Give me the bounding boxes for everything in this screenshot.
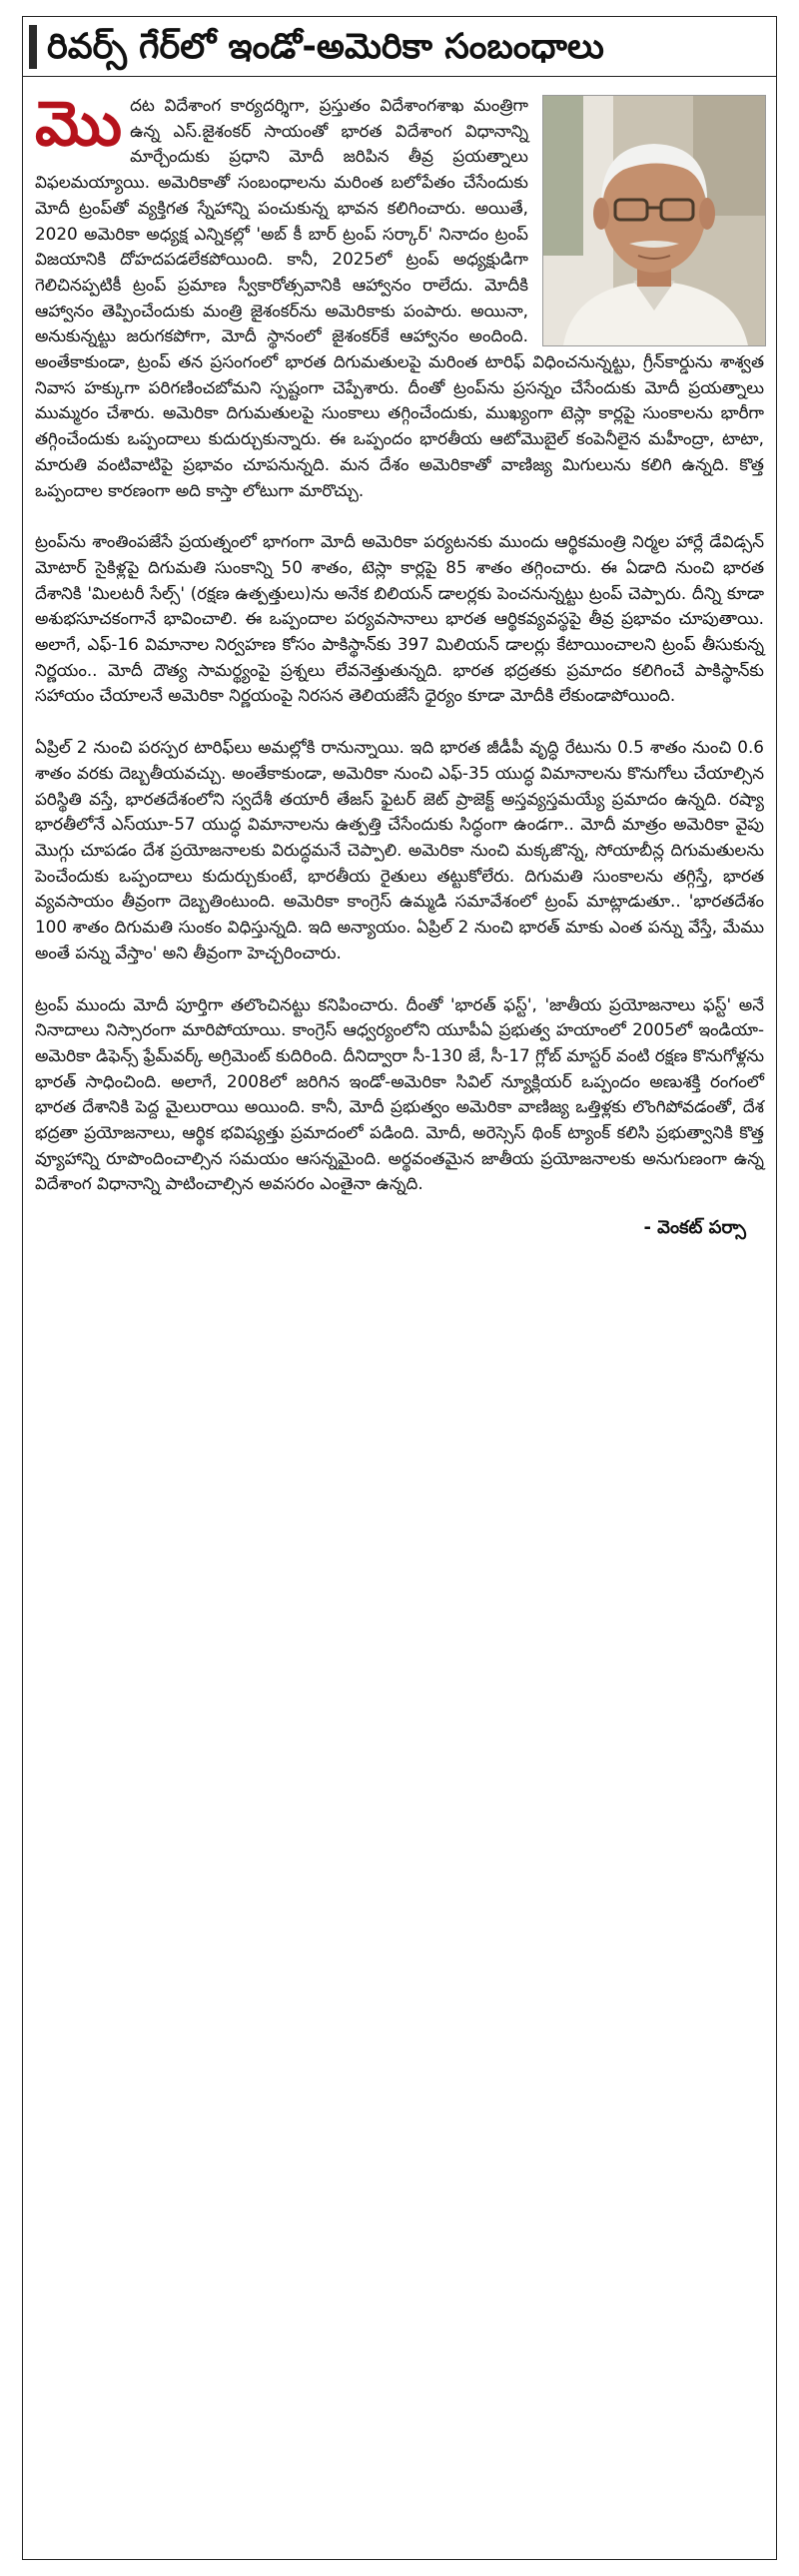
headline-bar xyxy=(23,17,776,77)
article-card xyxy=(22,16,777,2560)
paragraph-2: ట్రంప్‌ను శాంతింపజేసే ప్రయత్నంలో భాగంగా మోదీ అమెరికా పర్యటనకు ముందు ఆర్థికమంత్రి నిర్మల హార్లే డేవిడ్సన్ మోటార్ సైకిళ్లపై దిగుమతి సుంకాన్ని 50 శాతం, టెస్లా కార్లపై 85 శాతం తగ్గించారు. ఈ ఏడాది నుంచి భారత దేశానికి 'మిలటరీ సేల్స్' (రక్షణ ఉత్పత్తులు)ను అనేక బిలియన్ డాలర్లకు పెంచనున్నట్టు ట్రంప్ చెప్పారు. దీన్ని కూడా అశుభసూచకంగానే భావించాలి. ఈ ఒప్పందాల పర్యవసానాలు భారత ఆర్థికవ్యవస్థపై తీవ్ర ప్రభావం చూపుతాయి. అలాగే, ఎఫ్-16 విమానాల నిర్వహణ కోసం పాకిస్థాన్‌కు 397 మిలియన్ డాలర్లు కేటాయించాలని ట్రంప్ తీసుకున్న నిర్ణయం.. మోదీ దౌత్య సామర్థ్యంపై ప్రశ్నలు లేవనెత్తుతున్నది. భారత భద్రతకు ప్రమాదం కలిగించే పాకిస్థాన్‌కు సహాయం చేయాలనే అమెరికా నిర్ణయంపై నిరసన తెలియజేసే ధైర్యం కూడా మోదీకి లేకుండాపోయింది. xyxy=(35,531,764,706)
article-body xyxy=(35,87,764,1241)
byline: - వెంకట్ పర్సా xyxy=(643,1217,746,1239)
headline-marker xyxy=(29,25,37,69)
paragraph-1-text: దట విదేశాంగ కార్యదర్శిగా, ప్రస్తుతం విదేశాంగశాఖ మంత్రిగా ఉన్న ఎస్.జైశంకర్ సాయంతో భారత విదేశాంగ విధానాన్ని మార్చేందుకు ప్రధాని మోదీ జరిపిన తీవ్ర ప్రయత్నాలు విఫలమయ్యాయి. అమెరికాతో సంబంధాలను మరింత బలోపేతం చేసేందుకు మోదీ ట్రంప్‌తో వ్యక్తిగత స్నేహాన్ని పంచుకున్న భావన కలిగించారు. అయితే, 2020 అమెరికా అధ్యక్ష ఎన్నికల్లో 'అబ్ కీ బార్ ట్రంప్ సర్కార్' నినాదం ట్రంప్ విజయానికి దోహదపడలేకపోయింది. కానీ, 2025లో ట్రంప్ అధ్యక్షుడిగా గెలిచినప్పటికీ ట్రంప్ ప్రమాణ స్వీకారోత్సవానికి ఆహ్వానం రాలేదు. మోదీకి ఆహ్వానం తెప్పించేందుకు మంత్రి జైశంకర్‌ను అమెరికాకు పంపారు. అయినా, అనుకున్నట్టు జరుగకపోగా, మోదీ స్థానంలో జైశంకర్‌కే ఆహ్వానం అందింది. అంతేకాకుండా, ట్రంప్ తన ప్రసంగంలో భారత దిగుమతులపై మరింత టారిఫ్ విధించనున్నట్టు, గ్రీన్‌కార్డును శాశ్వత నివాస హక్కుగా పరిగణించబోమని స్పష్టంగా చెప్పేశారు. దీంతో ట్రంప్‌ను ప్రసన్నం చేసేందుకు మోదీ ప్రయత్నాలు ముమ్మరం చేశారు. అమెరికా దిగుమతులపై సుంకాలు తగ్గించేందుకు, ముఖ్యంగా టెస్లా కార్లపై సుంకాలను భారీగా తగ్గించేందుకు ఒప్పందాలు కుదుర్చుకున్నారు. ఈ ఒప్పందం భారతీయ ఆటోమొబైల్ కంపెనీలైన మహీంద్రా, టాటా, మారుతి వంటివాటిపై ప్రభావం చూపనున్నది. మన దేశం అమెరికాతో వాణిజ్య మిగులును కలిగి ఉన్నది. కొత్త ఒప్పందాల కారణంగా అది కాస్తా లోటుగా మారొచ్చు. xyxy=(35,95,764,500)
paragraph-3: ఏప్రిల్ 2 నుంచి పరస్పర టారిఫ్‌లు అమల్లోకి రానున్నాయి. ఇది భారత జీడీపీ వృద్ధి రేటును 0.5 శాతం నుంచి 0.6 శాతం వరకు దెబ్బతీయవచ్చు. అంతేకాకుండా, అమెరికా నుంచి ఎఫ్-35 యుద్ధ విమానాలను కొనుగోలు చేయాల్సిన పరిస్థితి వస్తే, భారతదేశంలోని స్వదేశీ తయారీ తేజస్ ఫైటర్ జెట్ ప్రాజెక్ట్ అస్తవ్యస్తమయ్యే ప్రమాదం ఉన్నది. రష్యా భారతీలోనే ఎస్‌యూ-57 యుద్ధ విమానాలను ఉత్పత్తి చేసేందుకు సిద్ధంగా ఉండగా.. మోదీ మాత్రం అమెరికా వైపు మొగ్గు చూపడం దేశ ప్రయోజనాలకు విరుద్ధమనే చెప్పాలి. అమెరికా నుంచి మక్కజొన్న, సోయాబీన్ల దిగుమతులను పెంచేందుకు ఒప్పందాలు కుదుర్చుకుంటే, భారతీయ రైతులు తట్టుకోలేరు. దిగుమతి సుంకాలను తగ్గిస్తే, భారత వ్యవసాయం తీవ్రంగా దెబ్బతింటుంది. అమెరికా కాంగ్రెస్ ఉమ్మడి సమావేశంలో ట్రంప్ మాట్లాడుతూ.. 'భారతదేశం 100 శాతం దిగుమతి సుంకం విధిస్తున్నది. ఇది అన్యాయం. ఏప్రిల్ 2 నుంచి భారత్ మాకు ఎంత పన్ను వేస్తే, మేము అంతే పన్ను వేస్తాం' అని తీవ్రంగా హెచ్చరించారు. xyxy=(35,737,764,963)
headline: రివర్స్ గేర్‌లో ఇండో-అమెరికా సంబంధాలు xyxy=(47,27,604,67)
paragraph-4: ట్రంప్ ముందు మోదీ పూర్తిగా తలొంచినట్టు కనిపించారు. దీంతో 'భారత్ ఫస్ట్', 'జాతీయ ప్రయోజనాలు ఫస్ట్' అనే నినాదాలు నిస్సారంగా మారిపోయాయి. కాంగ్రెస్ ఆధ్వర్యంలోని యూపీఏ ప్రభుత్వ హయాంలో 2005లో ఇండియా-అమెరికా డిఫెన్స్ ఫ్రేమ్‌వర్క్ అగ్రిమెంట్ కుదిరింది. దీనిద్వారా సీ-130 జే, సీ-17 గ్లోబ్ మాస్టర్ వంటి రక్షణ కొనుగోళ్లను భారత్ సాధించింది. అలాగే, 2008లో జరిగిన ఇండో-అమెరికా సివిల్ న్యూక్లియర్ ఒప్పందం అణుశక్తి రంగంలో భారత దేశానికి పెద్ద మైలురాయి అయింది. కానీ, మోదీ ప్రభుత్వం అమెరికా వాణిజ్య ఒత్తిళ్లకు లొంగిపోవడంతో, దేశ భద్రతా ప్రయోజనాలు, ఆర్థిక భవిష్యత్తు ప్రమాదంలో పడింది. మోదీ, అరెస్సెస్ థింక్ ట్యాంక్ కలిసి ప్రభుత్వానికి కొత్త వ్యూహాన్ని రూపొందించాల్సిన సమయం ఆసన్నమైంది. అర్థవంతమైన జాతీయ ప్రయోజనాలకు అనుగుణంగా ఉన్న విదేశాంగ విధానాన్ని పాటించాల్సిన అవసరం ఎంతైనా ఉన్నది. xyxy=(35,993,764,1194)
drop-cap: మొ xyxy=(35,87,123,160)
